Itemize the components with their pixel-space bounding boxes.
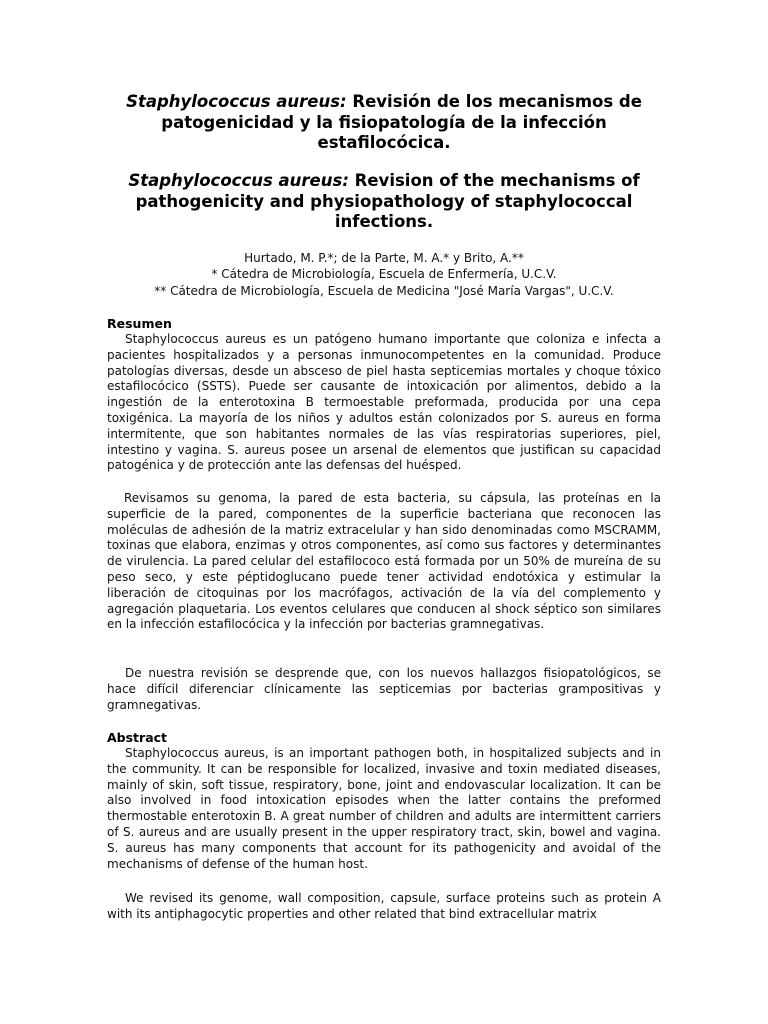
author-names: Hurtado, M. P.*; de la Parte, M. A.* y Brito, A.**: [244, 251, 524, 265]
abstract-heading: Abstract: [107, 730, 168, 745]
abstract-paragraph-2: We revised its genome, wall composition, capsule, surface proteins such as protein A with its antiphagocytic properties and other related that bind extracellular matrix: [107, 891, 661, 921]
resumen-paragraph-1: Staphylococcus aureus es un patógeno humano importante que coloniza e infecta a pacientes hospitalizados y a personas inmunocompetentes en la comunidad. Produce patologías diversas, desde un absceso de piel hasta septicemias mortales y choque tóxico estafilocócico (SSTS). Puede ser causante de intoxicación por alimentos, debido a la ingestión de la enterotoxina B termoestable preformada, producida por una cepa toxigénica. La mayoría de los niños y adultos están colonizados por S. aureus en forma intermitente, que son habitantes normales de las vías respiratorias superiores, piel, intestino y vagina. S. aureus posee un arsenal de elementos que justifican su capacidad patogénica y de protección ante las defensas del huésped.: [107, 332, 661, 473]
abstract-paragraph-1: Staphylococcus aureus, is an important pathogen both, in hospitalized subjects and in the community. It can be responsible for localized, invasive and toxin mediated diseases, mainly of skin, soft tissue, respiratory, bone, joint and endovascular localization. It can be also involved in food intoxication episodes when the latter contains the preformed thermostable enterotoxin B. A great number of children and adults are intermittent carriers of S. aureus and are usually present in the upper respiratory tract, skin, bowel and vagina. S. aureus has many components that account for its pathogenicity and avoidal of the mechanisms of defense of the human host.: [107, 746, 661, 871]
title-spanish-italic: Staphylococcus aureus:: [126, 92, 347, 111]
resumen-paragraph-3: De nuestra revisión se desprende que, con los nuevos hallazgos fisiopatológicos, se hace difícil diferenciar clínicamente las septicemias por bacterias grampositivas y gramnegativas.: [107, 666, 661, 712]
title-spanish-rest: Revisión de los mecanismos de patogenicidad y la fisiopatología de la infección estafilocócica.: [161, 92, 642, 152]
title-english-rest: Revision of the mechanisms of pathogenicity and physiopathology of staphylococcal infections.: [135, 171, 640, 231]
resumen-heading: Resumen: [107, 316, 172, 331]
authors-block: [96, 250, 672, 299]
affiliation-2: ** Cátedra de Microbiología, Escuela de Medicina "José María Vargas", U.C.V.: [154, 283, 614, 298]
resumen-paragraph-2: Revisamos su genoma, la pared de esta bacteria, su cápsula, las proteínas en la superficie de la pared, componentes de la superficie bacteriana que reconocen las moléculas de adhesión de la matriz extracelular y han sido denominadas como MSCRAMM, toxinas que elabora, enzimas y otros componentes, así como sus factores y determinantes de virulencia. La pared celular del estafilococo está formada por un 50% de mureína de su peso seco, y este péptidoglucano puede tener actividad endotóxica y estimular la liberación de citoquinas por los macrófagos, activación de la vía del complemento y agregación plaquetaria. Los eventos celulares que conducen al shock séptico son similares en la infección estafilocócica y la infección por bacterias gramnegativas.: [107, 491, 661, 632]
affiliation-1: * Cátedra de Microbiología, Escuela de Enfermería, U.C.V.: [211, 267, 557, 282]
title-english: [96, 171, 672, 233]
title-spanish: [96, 92, 672, 154]
title-english-italic: Staphylococcus aureus:: [128, 171, 349, 190]
